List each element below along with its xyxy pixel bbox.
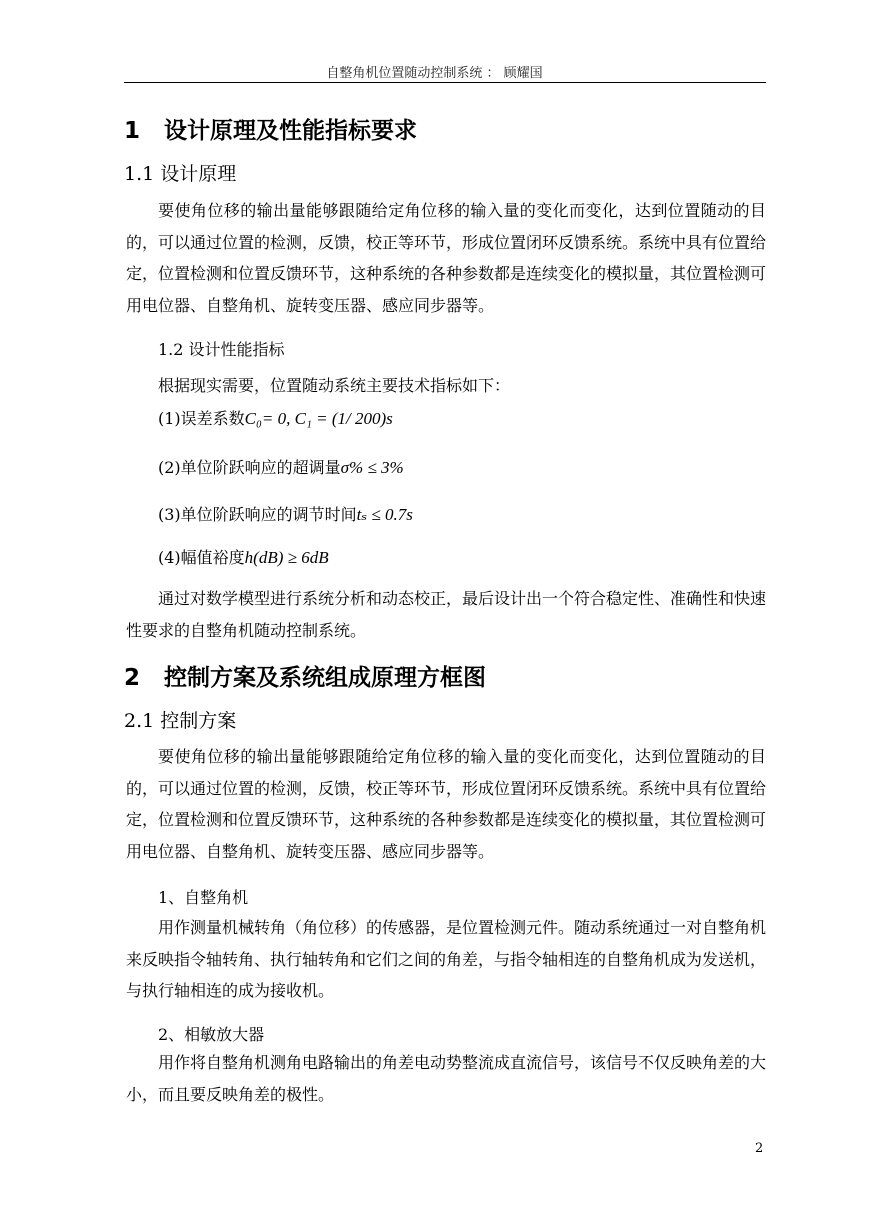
metric-formula-4: h(dB) ≥ 6dB bbox=[244, 548, 329, 567]
section-2-1-paragraph: 要使角位移的输出量能够跟随给定角位移的输入量的变化而变化，达到位置随动的目的，可以通过位置的检测，反馈，校正等环节，形成位置闭环反馈系统。系统中具有位置给定，位置检测和位置反馈环节，这种系统的各种参数都是连续变化的模拟量，其位置检测可用电位器、自整角机、旋转变压器、感应同步器等。 bbox=[126, 747, 767, 861]
metric-item-1 bbox=[158, 406, 393, 429]
metric-formula-2: σ% ≤ 3% bbox=[340, 458, 404, 477]
item-2-paragraph: 用作将自整角机测角电路输出的角差电动势整流成直流信号，该信号不仅反映角差的大小，而且要反映角差的极性。 bbox=[126, 1053, 767, 1104]
metric-item-2 bbox=[158, 455, 404, 478]
header-rule bbox=[124, 82, 766, 83]
metric-label-1: (1)误差系数 bbox=[158, 409, 245, 428]
page-number: 2 bbox=[755, 1141, 764, 1156]
section-2-title: 控制方案及系统组成原理方框图 bbox=[164, 665, 486, 691]
metric-label-2: (2)单位阶跃响应的超调量 bbox=[158, 458, 341, 477]
section-1-1-paragraph: 要使角位移的输出量能够跟随给定角位移的输入量的变化而变化，达到位置随动的目的，可以通过位置的检测，反馈，校正等环节，形成位置闭环反馈系统。系统中具有位置给定，位置检测和位置反馈环节，这种系统的各种参数都是连续变化的模拟量，其位置检测可用电位器、自整角机、旋转变压器、感应同步器等。 bbox=[126, 201, 767, 315]
metric-item-3 bbox=[158, 502, 413, 525]
section-2-heading bbox=[124, 659, 486, 692]
metric-label-3: (3)单位阶跃响应的调节时间 bbox=[158, 505, 357, 524]
section-1-title: 设计原理及性能指标要求 bbox=[164, 118, 417, 144]
metric-formula-3: tₛ ≤ 0.7s bbox=[356, 505, 413, 524]
metrics-intro: 根据现实需要，位置随动系统主要技术指标如下： bbox=[158, 376, 511, 395]
metric-item-4 bbox=[158, 545, 329, 568]
metric-label-4: (4)幅值裕度 bbox=[158, 548, 245, 567]
section-1-2-heading: 1.2 设计性能指标 bbox=[158, 340, 285, 359]
section-2-number: 2 bbox=[124, 665, 141, 691]
section-1-heading bbox=[124, 112, 417, 145]
metric-formula-1: C₀= 0, C₁ = (1/ 200)s bbox=[244, 409, 393, 428]
item-1-paragraph: 用作测量机械转角（角位移）的传感器，是位置检测元件。随动系统通过一对自整角机来反映指令轴转角、执行轴转角和它们之间的角差，与指令轴相连的自整角机成为发送机，与执行轴相连的成为接收机。 bbox=[126, 918, 767, 1000]
item-2-title: 2、相敏放大器 bbox=[158, 1025, 265, 1044]
section-2-1-heading: 2.1 控制方案 bbox=[124, 710, 237, 732]
section-1-1-heading: 1.1 设计原理 bbox=[124, 163, 237, 185]
running-header: 自整角机位置随动控制系统 ： 顾耀国 bbox=[326, 66, 543, 81]
section-1-summary-paragraph: 通过对数学模型进行系统分析和动态校正，最后设计出一个符合稳定性、准确性和快速性要求的自整角机随动控制系统。 bbox=[126, 589, 767, 640]
item-1-title: 1、自整角机 bbox=[158, 888, 249, 907]
section-1-number: 1 bbox=[124, 118, 141, 144]
